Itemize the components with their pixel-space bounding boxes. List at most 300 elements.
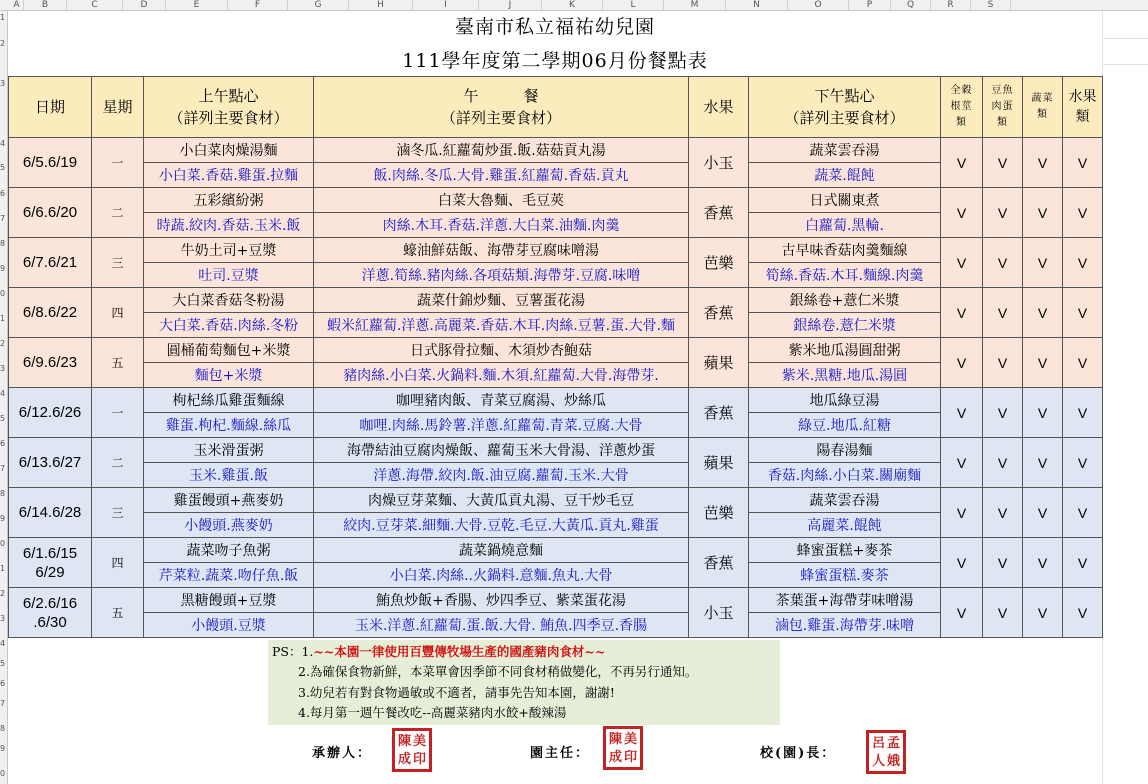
vegetable-check-cell — [1023, 238, 1063, 288]
fruit-cell — [689, 288, 749, 338]
weekday-cell — [92, 588, 144, 638]
afternoon-snack-cell — [749, 588, 941, 613]
lunch-cell — [314, 488, 689, 513]
menu-row — [9, 138, 1103, 163]
fruit-check-cell-text: V — [1077, 354, 1088, 371]
menu-row — [9, 588, 1103, 613]
fruit-cell — [689, 188, 749, 238]
grains-check-cell-text: V — [956, 554, 967, 571]
afternoon-snack-cell-text: 紫米地瓜湯圓甜粥 — [788, 343, 901, 359]
lunch-ingredients-cell — [314, 563, 689, 588]
afternoon-ingredients-cell — [749, 613, 941, 638]
seal-character: 印 — [412, 752, 426, 767]
morning-snack-cell — [144, 138, 314, 163]
menu-row-ingredients — [9, 563, 1103, 588]
date-cell-text: 6/7.6/21 — [22, 254, 78, 271]
fruit-cell-text: 香蕉 — [703, 204, 734, 222]
row-number[interactable]: 0 — [0, 539, 6, 548]
date-cell — [9, 338, 92, 388]
menu-row-ingredients — [9, 613, 1103, 638]
lunch-ingredients-cell-text: 咖哩.肉絲.馬鈴薯.洋蔥.紅蘿蔔.青菜.豆腐.大骨 — [359, 418, 643, 434]
weekday-cell-text: 五 — [111, 606, 124, 620]
row-number[interactable]: 6 — [0, 189, 6, 198]
seal-character: 陳 — [397, 734, 411, 749]
gridline — [1102, 38, 1148, 39]
fruit-cell — [689, 388, 749, 438]
afternoon-ingredients-cell-text: 白蘿蔔.黑輪. — [805, 218, 884, 234]
date-cell-text: 6/6.6/20 — [22, 204, 78, 221]
column-letter[interactable]: K — [542, 0, 603, 11]
grains-check-cell — [941, 538, 983, 588]
fruit-check-cell-text: V — [1077, 204, 1088, 221]
column-letter[interactable]: H — [349, 0, 413, 11]
date-cell-text: 6/14.6/28 — [18, 504, 82, 521]
weekday-cell-text: 一 — [111, 156, 124, 170]
column-letter[interactable]: N — [726, 0, 788, 11]
fruit-cell-text: 芭樂 — [703, 254, 734, 272]
row-number[interactable]: 9 — [0, 514, 6, 523]
afternoon-snack-cell-text: 陽春湯麵 — [816, 443, 873, 459]
lunch-cell — [314, 188, 689, 213]
column-letter[interactable]: C — [67, 0, 123, 11]
protein-check-cell — [983, 488, 1023, 538]
date-cell — [9, 288, 92, 338]
fruit-cell-text: 小玉 — [703, 154, 734, 172]
vegetable-check-cell-text: V — [1037, 154, 1048, 171]
weekday-cell — [92, 388, 144, 438]
weekday-cell-text: 三 — [111, 256, 124, 270]
lunch-ingredients-cell-text: 絞肉.豆芽菜.細麵.大骨.豆乾.毛豆.大黃瓜.貢丸.雞蛋 — [343, 518, 659, 534]
grains-check-cell — [941, 238, 983, 288]
morning-snack-cell — [144, 588, 314, 613]
column-header-bar — [0, 0, 1148, 11]
menu-row — [9, 238, 1103, 263]
seal-character: 娥 — [886, 754, 900, 769]
fruit-check-cell-text: V — [1077, 604, 1088, 621]
grains-check-cell — [941, 138, 983, 188]
protein-check-cell-text: V — [997, 604, 1008, 621]
header-afternoon-snack: 下午點心 （詳列主要食材） — [749, 77, 941, 138]
note-line-2: 2.為確保食物新鮮，本菜單會因季節不同食材稍做變化，不再另行通知。 — [298, 664, 698, 679]
menu-row-ingredients — [9, 313, 1103, 338]
fruit-cell-text: 蘋果 — [703, 454, 734, 472]
fruit-check-cell-text: V — [1077, 554, 1088, 571]
date-cell — [9, 538, 92, 588]
afternoon-snack-cell-text: 日式關東煮 — [809, 193, 880, 209]
vegetable-check-cell-text: V — [1037, 254, 1048, 271]
date-cell — [9, 238, 92, 288]
header-weekday: 星期 — [92, 77, 144, 138]
morning-ingredients-cell — [144, 363, 314, 388]
vegetable-check-cell-text: V — [1037, 454, 1048, 471]
vegetable-check-cell-text: V — [1037, 604, 1048, 621]
protein-check-cell-text: V — [997, 204, 1008, 221]
morning-snack-cell-text: 黑糖饅頭+豆漿 — [180, 593, 277, 609]
lunch-ingredients-cell — [314, 213, 689, 238]
row-number[interactable]: 0 — [0, 769, 6, 778]
afternoon-ingredients-cell-text: 綠豆.地瓜.紅糖 — [798, 418, 891, 434]
vegetable-check-cell-text: V — [1037, 554, 1048, 571]
menu-row — [9, 438, 1103, 463]
lunch-cell-text: 鮪魚炒飯+香腸、炒四季豆、紫菜蛋花湯 — [376, 593, 626, 609]
vegetable-check-cell — [1023, 338, 1063, 388]
column-letter[interactable]: J — [479, 0, 542, 11]
afternoon-ingredients-cell — [749, 163, 941, 188]
protein-check-cell-text: V — [997, 154, 1008, 171]
column-letter[interactable]: A — [10, 0, 24, 11]
column-letter[interactable]: M — [664, 0, 726, 11]
header-grains: 全穀 根莖 類 — [941, 77, 983, 138]
vegetable-check-cell — [1023, 138, 1063, 188]
afternoon-ingredients-cell-text: 高麗菜.餛飩 — [807, 518, 882, 534]
row-header-bar — [0, 11, 8, 784]
weekday-cell — [92, 238, 144, 288]
morning-snack-cell-text: 枸杞絲瓜雞蛋麵線 — [172, 393, 285, 409]
fruit-check-cell — [1063, 238, 1103, 288]
afternoon-snack-cell-text: 蔬菜雲吞湯 — [809, 493, 880, 509]
morning-snack-cell-text: 圓桶葡萄麵包+米漿 — [166, 343, 291, 359]
fruit-check-cell — [1063, 488, 1103, 538]
row-number[interactable]: 2 — [0, 339, 6, 348]
fruit-cell — [689, 488, 749, 538]
morning-ingredients-cell — [144, 263, 314, 288]
morning-ingredients-cell-text: 小饅頭.燕麥奶 — [184, 518, 273, 534]
afternoon-snack-cell — [749, 388, 941, 413]
lunch-cell — [314, 538, 689, 563]
row-number[interactable]: 9 — [0, 264, 6, 273]
grains-check-cell-text: V — [956, 404, 967, 421]
protein-check-cell-text: V — [997, 404, 1008, 421]
afternoon-ingredients-cell-text: 蜂蜜蛋糕.麥茶 — [800, 568, 889, 584]
afternoon-ingredients-cell — [749, 313, 941, 338]
organizer-seal — [392, 728, 432, 772]
fruit-check-cell — [1063, 388, 1103, 438]
protein-check-cell — [983, 138, 1023, 188]
seal-character: 美 — [623, 732, 637, 747]
grains-check-cell-text: V — [956, 354, 967, 371]
morning-ingredients-cell-text: 麵包+米漿 — [194, 368, 263, 384]
date-cell-text: 6/12.6/26 — [18, 404, 82, 421]
fruit-check-cell — [1063, 288, 1103, 338]
fruit-cell — [689, 238, 749, 288]
row-number[interactable]: 0 — [0, 289, 6, 298]
column-letter[interactable]: Q — [891, 0, 931, 11]
column-letter[interactable]: R — [931, 0, 971, 11]
weekday-cell-text: 二 — [111, 206, 124, 220]
notes-box — [268, 640, 780, 725]
protein-check-cell — [983, 438, 1023, 488]
note-line-3: 3.幼兒若有對食物過敏或不適者，請事先告知本園，謝謝! — [298, 685, 615, 700]
date-cell-text: 6/9.6/23 — [22, 354, 78, 371]
morning-snack-cell — [144, 438, 314, 463]
row-number[interactable]: 2 — [0, 39, 6, 48]
weekday-cell-text: 三 — [111, 506, 124, 520]
fruit-cell-text: 芭樂 — [703, 504, 734, 522]
row-number[interactable]: 2 — [0, 589, 6, 598]
menu-row-ingredients — [9, 213, 1103, 238]
menu-row — [9, 188, 1103, 213]
morning-ingredients-cell-text: 時蔬.絞肉.香菇.玉米.飯 — [156, 218, 301, 234]
afternoon-snack-cell — [749, 488, 941, 513]
afternoon-ingredients-cell-text: 蔬菜.餛飩 — [814, 168, 875, 184]
protein-check-cell — [983, 238, 1023, 288]
lunch-cell-text: 咖哩豬肉飯、青菜豆腐湯、炒絲瓜 — [396, 393, 606, 409]
row-number[interactable]: 6 — [0, 679, 6, 688]
column-letter[interactable]: D — [123, 0, 166, 11]
morning-snack-cell — [144, 388, 314, 413]
row-number[interactable]: 1 — [0, 564, 6, 573]
morning-snack-cell — [144, 488, 314, 513]
lunch-ingredients-cell — [314, 313, 689, 338]
morning-ingredients-cell-text: 大白菜.香菇.肉絲.冬粉 — [158, 318, 299, 334]
weekday-cell-text: 二 — [111, 456, 124, 470]
date-cell-text: 6/1.6/15 6/29 — [22, 544, 78, 581]
vegetable-check-cell — [1023, 388, 1063, 438]
lunch-cell — [314, 288, 689, 313]
morning-ingredients-cell-text: 芹菜粒.蔬菜.吻仔魚.飯 — [158, 568, 299, 584]
afternoon-snack-cell — [749, 438, 941, 463]
fruit-cell — [689, 538, 749, 588]
morning-ingredients-cell-text: 雞蛋.枸杞.麵線.絲瓜 — [165, 418, 292, 434]
morning-snack-cell-text: 小白菜肉燥湯麵 — [179, 143, 278, 159]
row-number[interactable]: 3 — [0, 79, 6, 88]
lunch-ingredients-cell-text: 蝦米紅蘿蔔.洋蔥.高麗菜.香菇.木耳.肉絲.豆薯.蛋.大骨.麵 — [326, 318, 676, 334]
menu-row — [9, 388, 1103, 413]
header-protein: 豆魚 肉蛋 類 — [983, 77, 1023, 138]
seal-character: 美 — [412, 734, 426, 749]
morning-snack-cell-text: 牛奶土司+豆漿 — [180, 243, 277, 259]
fruit-check-cell-text: V — [1077, 254, 1088, 271]
menu-row-ingredients — [9, 513, 1103, 538]
column-letter[interactable]: G — [288, 0, 349, 11]
date-cell-text: 6/13.6/27 — [18, 454, 82, 471]
morning-ingredients-cell-text: 小饅頭.豆漿 — [191, 618, 266, 634]
lunch-ingredients-cell — [314, 513, 689, 538]
morning-snack-cell-text: 雞蛋饅頭+燕麥奶 — [173, 493, 284, 509]
column-letter[interactable]: E — [166, 0, 228, 11]
menu-row-ingredients — [9, 463, 1103, 488]
date-cell — [9, 388, 92, 438]
lunch-ingredients-cell-text: 肉絲.木耳.香菇.洋蔥.大白菜.油麵.肉羹 — [382, 218, 620, 234]
weekday-cell — [92, 338, 144, 388]
afternoon-ingredients-cell-text: 筍絲.香菇.木耳.麵線.肉羹 — [765, 268, 924, 284]
row-number[interactable]: 3 — [0, 614, 6, 623]
afternoon-ingredients-cell — [749, 413, 941, 438]
menu-row-ingredients — [9, 413, 1103, 438]
row-number[interactable]: 4 — [0, 389, 6, 398]
afternoon-ingredients-cell-text: 銀絲卷.薏仁米漿 — [793, 318, 896, 334]
lunch-cell — [314, 338, 689, 363]
morning-ingredients-cell — [144, 613, 314, 638]
lunch-cell — [314, 238, 689, 263]
date-cell — [9, 588, 92, 638]
grains-check-cell — [941, 488, 983, 538]
vegetable-check-cell-text: V — [1037, 504, 1048, 521]
director-label: 園主任： — [530, 746, 591, 761]
afternoon-snack-cell-text: 蜂蜜蛋糕+麥茶 — [796, 543, 893, 559]
weekday-cell-text: 四 — [111, 306, 124, 320]
weekday-cell — [92, 188, 144, 238]
morning-snack-cell — [144, 338, 314, 363]
vegetable-check-cell — [1023, 538, 1063, 588]
column-letter[interactable]: L — [603, 0, 664, 11]
morning-snack-cell-text: 五彩繽紛粥 — [193, 193, 264, 209]
row-number[interactable]: 9 — [0, 744, 6, 753]
menu-row — [9, 338, 1103, 363]
date-cell — [9, 188, 92, 238]
seal-character: 呂 — [871, 736, 885, 751]
grains-check-cell — [941, 438, 983, 488]
lunch-cell-text: 海帶結油豆腐肉燥飯、蘿蔔玉米大骨湯、洋蔥炒蛋 — [347, 443, 655, 459]
director-seal — [603, 726, 643, 770]
weekday-cell — [92, 438, 144, 488]
morning-snack-cell-text: 大白菜香菇冬粉湯 — [172, 293, 285, 309]
fruit-check-cell-text: V — [1077, 404, 1088, 421]
morning-ingredients-cell-text: 吐司.豆漿 — [198, 268, 259, 284]
lunch-cell-text: 日式豚骨拉麵、木須炒杏鮑菇 — [410, 343, 592, 359]
menu-table — [8, 76, 1103, 638]
fruit-check-cell — [1063, 588, 1103, 638]
seal-character: 孟 — [886, 736, 900, 751]
date-cell-text: 6/5.6/19 — [22, 154, 78, 171]
organizer-label: 承辦人： — [312, 746, 373, 761]
morning-ingredients-cell-text: 小白菜.香菇.雞蛋.拉麵 — [158, 168, 299, 184]
afternoon-snack-cell-text: 蔬菜雲吞湯 — [809, 143, 880, 159]
morning-snack-cell-text: 玉米滑蛋粥 — [193, 443, 264, 459]
fruit-check-cell — [1063, 338, 1103, 388]
column-letter[interactable]: O — [788, 0, 849, 11]
fruit-cell-text: 小玉 — [703, 604, 734, 622]
row-number[interactable]: 1 — [0, 13, 6, 22]
grains-check-cell-text: V — [956, 304, 967, 321]
lunch-ingredients-cell-text: 豬肉絲.小白菜.火鍋料.麵.木須.紅蘿蔔.大骨.海帶芽. — [343, 368, 659, 384]
column-letter[interactable]: S — [971, 0, 1011, 11]
fruit-check-cell-text: V — [1077, 454, 1088, 471]
afternoon-ingredients-cell — [749, 213, 941, 238]
lunch-cell-text: 蔬菜鍋燒意麵 — [459, 543, 543, 559]
menu-row-ingredients — [9, 363, 1103, 388]
row-number[interactable]: 3 — [0, 364, 6, 373]
lunch-cell — [314, 438, 689, 463]
afternoon-ingredients-cell — [749, 363, 941, 388]
lunch-ingredients-cell-text: 洋蔥.海帶.絞肉.飯.油豆腐.蘿蔔.玉米.大骨 — [373, 468, 629, 484]
row-number[interactable]: 5 — [0, 414, 6, 423]
fruit-cell — [689, 438, 749, 488]
vegetable-check-cell — [1023, 488, 1063, 538]
column-letter[interactable]: P — [849, 0, 891, 11]
menu-row-ingredients — [9, 263, 1103, 288]
date-cell-text: 6/8.6/22 — [22, 304, 78, 321]
row-number[interactable]: 6 — [0, 439, 6, 448]
weekday-cell — [92, 288, 144, 338]
morning-ingredients-cell — [144, 513, 314, 538]
seal-character: 印 — [623, 750, 637, 765]
vegetable-check-cell-text: V — [1037, 304, 1048, 321]
row-number[interactable]: 5 — [0, 163, 6, 172]
row-number[interactable]: 5 — [0, 659, 6, 668]
afternoon-snack-cell — [749, 238, 941, 263]
protein-check-cell — [983, 338, 1023, 388]
morning-ingredients-cell — [144, 213, 314, 238]
grains-check-cell-text: V — [956, 604, 967, 621]
protein-check-cell — [983, 388, 1023, 438]
afternoon-ingredients-cell — [749, 463, 941, 488]
column-letter[interactable]: B — [24, 0, 67, 11]
seal-character: 成 — [608, 750, 622, 765]
note-line-1: PS：1.~~本園一律使用百豐傳牧場生產的國產豬肉食材~~ — [272, 644, 606, 659]
fruit-cell — [689, 138, 749, 188]
principal-label: 校(園)長： — [760, 746, 837, 761]
morning-ingredients-cell — [144, 313, 314, 338]
date-cell — [9, 488, 92, 538]
afternoon-ingredients-cell — [749, 513, 941, 538]
grains-check-cell — [941, 338, 983, 388]
morning-snack-cell — [144, 188, 314, 213]
lunch-cell-text: 白菜大魯麵、毛豆莢 — [438, 193, 564, 209]
fruit-cell-text: 蘋果 — [703, 354, 734, 372]
weekday-cell-text: 五 — [111, 356, 124, 370]
fruit-check-cell-text: V — [1077, 304, 1088, 321]
protein-check-cell — [983, 588, 1023, 638]
row-number[interactable]: 4 — [0, 139, 6, 148]
principal-seal — [866, 730, 906, 774]
protein-check-cell — [983, 288, 1023, 338]
row-number[interactable]: 7 — [0, 464, 6, 473]
header-fruit-category: 水果 類 — [1063, 77, 1103, 138]
fruit-check-cell — [1063, 438, 1103, 488]
vegetable-check-cell — [1023, 188, 1063, 238]
lunch-ingredients-cell-text: 玉米.洋蔥.紅蘿蔔.蛋.飯.大骨. 鮪魚.四季豆.香腸 — [354, 618, 648, 634]
row-number[interactable]: 1 — [0, 314, 6, 323]
protein-check-cell-text: V — [997, 504, 1008, 521]
row-number[interactable]: 7 — [0, 699, 6, 708]
protein-check-cell — [983, 188, 1023, 238]
protein-check-cell-text: V — [997, 454, 1008, 471]
afternoon-snack-cell — [749, 538, 941, 563]
afternoon-snack-cell — [749, 288, 941, 313]
menu-subtitle: 111學年度第二學期06月份餐點表 — [402, 50, 708, 72]
row-number[interactable]: 8 — [0, 489, 6, 498]
afternoon-ingredients-cell — [749, 263, 941, 288]
lunch-cell — [314, 388, 689, 413]
row-number[interactable]: 4 — [0, 639, 6, 648]
menu-row — [9, 538, 1103, 563]
row-number[interactable]: 7 — [0, 214, 6, 223]
fruit-cell — [689, 338, 749, 388]
fruit-check-cell — [1063, 538, 1103, 588]
weekday-cell-text: 四 — [111, 556, 124, 570]
afternoon-snack-cell-text: 古早味香菇肉羹麵線 — [781, 243, 908, 259]
column-letter[interactable]: I — [413, 0, 479, 11]
lunch-ingredients-cell-text: 小白菜.肉絲..火鍋料.意麵.魚丸.大骨 — [389, 568, 613, 584]
vegetable-check-cell-text: V — [1037, 354, 1048, 371]
morning-snack-cell-text: 蔬菜吻子魚粥 — [186, 543, 271, 559]
grains-check-cell-text: V — [956, 204, 967, 221]
protein-check-cell-text: V — [997, 554, 1008, 571]
column-letter[interactable]: F — [228, 0, 288, 11]
lunch-ingredients-cell — [314, 613, 689, 638]
date-cell — [9, 138, 92, 188]
header-vegetable: 蔬菜 類 — [1023, 77, 1063, 138]
seal-character: 陳 — [608, 732, 622, 747]
row-number[interactable]: 8 — [0, 724, 6, 733]
afternoon-snack-cell-text: 銀絲卷+薏仁米漿 — [789, 293, 900, 309]
fruit-cell-text: 香蕉 — [703, 304, 734, 322]
afternoon-snack-cell-text: 地瓜綠豆湯 — [809, 393, 880, 409]
afternoon-snack-cell — [749, 188, 941, 213]
afternoon-ingredients-cell-text: 紫米.黑糖.地瓜.湯圓 — [781, 368, 908, 384]
row-number[interactable]: 8 — [0, 239, 6, 248]
